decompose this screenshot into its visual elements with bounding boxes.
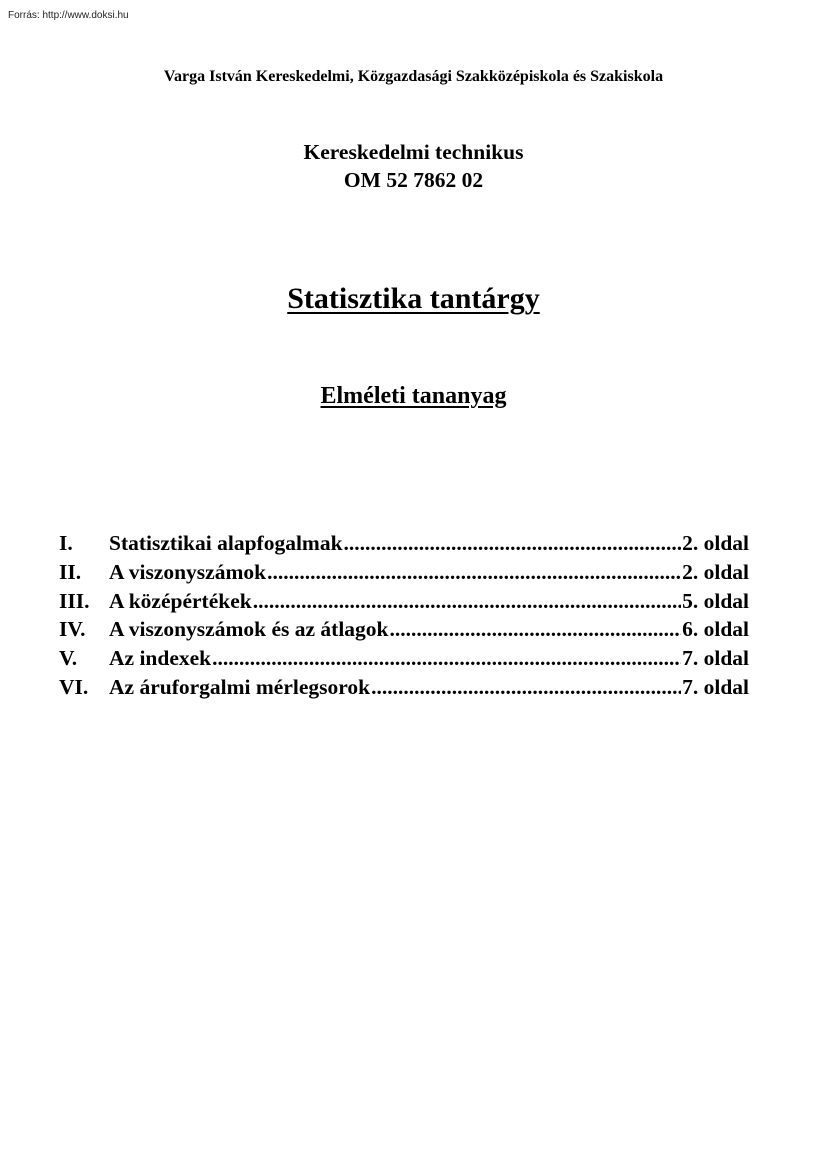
qualification-block (0, 138, 827, 194)
toc-title: Statisztikai alapfogalmak (109, 531, 343, 555)
toc-number: VI. (59, 674, 89, 699)
qualification-title: Kereskedelmi technikus (303, 140, 524, 164)
toc-row (59, 615, 749, 644)
toc-row (59, 558, 749, 587)
toc-number: IV. (59, 617, 86, 642)
source-note: Forrás: http://www.doksi.hu (8, 10, 129, 21)
toc-page: 7. oldal (682, 674, 749, 699)
toc-page: 2. oldal (682, 559, 749, 584)
toc-title: Az indexek (109, 646, 212, 671)
toc-row (59, 587, 749, 616)
toc-title: A középértékek (109, 588, 252, 613)
toc-page: 6. oldal (682, 617, 749, 642)
school-name: Varga István Kereskedelmi, Közgazdasági Szakközépiskola és Szakiskola (163, 68, 664, 85)
toc-number: V. (59, 646, 78, 671)
toc-leader-dots (344, 529, 682, 558)
toc-number: III. (59, 588, 90, 613)
toc-leader-dots (212, 644, 681, 673)
toc-leader-dots (253, 587, 681, 616)
toc-page: 7. oldal (682, 646, 749, 671)
toc-title: A viszonyszámok és az átlagok (109, 617, 389, 642)
toc-title: A viszonyszámok (109, 559, 267, 584)
toc-row (59, 673, 749, 702)
toc-number: II. (59, 559, 82, 584)
page-subtitle: Elméleti tananyag (320, 383, 507, 409)
table-of-contents (59, 529, 749, 702)
toc-page: 2. oldal (682, 531, 749, 555)
toc-page: 5. oldal (682, 588, 749, 613)
toc-row (59, 529, 749, 558)
toc-row (59, 644, 749, 673)
toc-number: I. (59, 531, 73, 555)
toc-leader-dots (390, 615, 682, 644)
toc-leader-dots (267, 558, 681, 587)
toc-title: Az áruforgalmi mérlegsorok (109, 674, 371, 699)
qualification-code: OM 52 7862 02 (343, 168, 484, 192)
page-title: Statisztika tantárgy (287, 282, 540, 315)
toc-leader-dots (371, 673, 681, 702)
